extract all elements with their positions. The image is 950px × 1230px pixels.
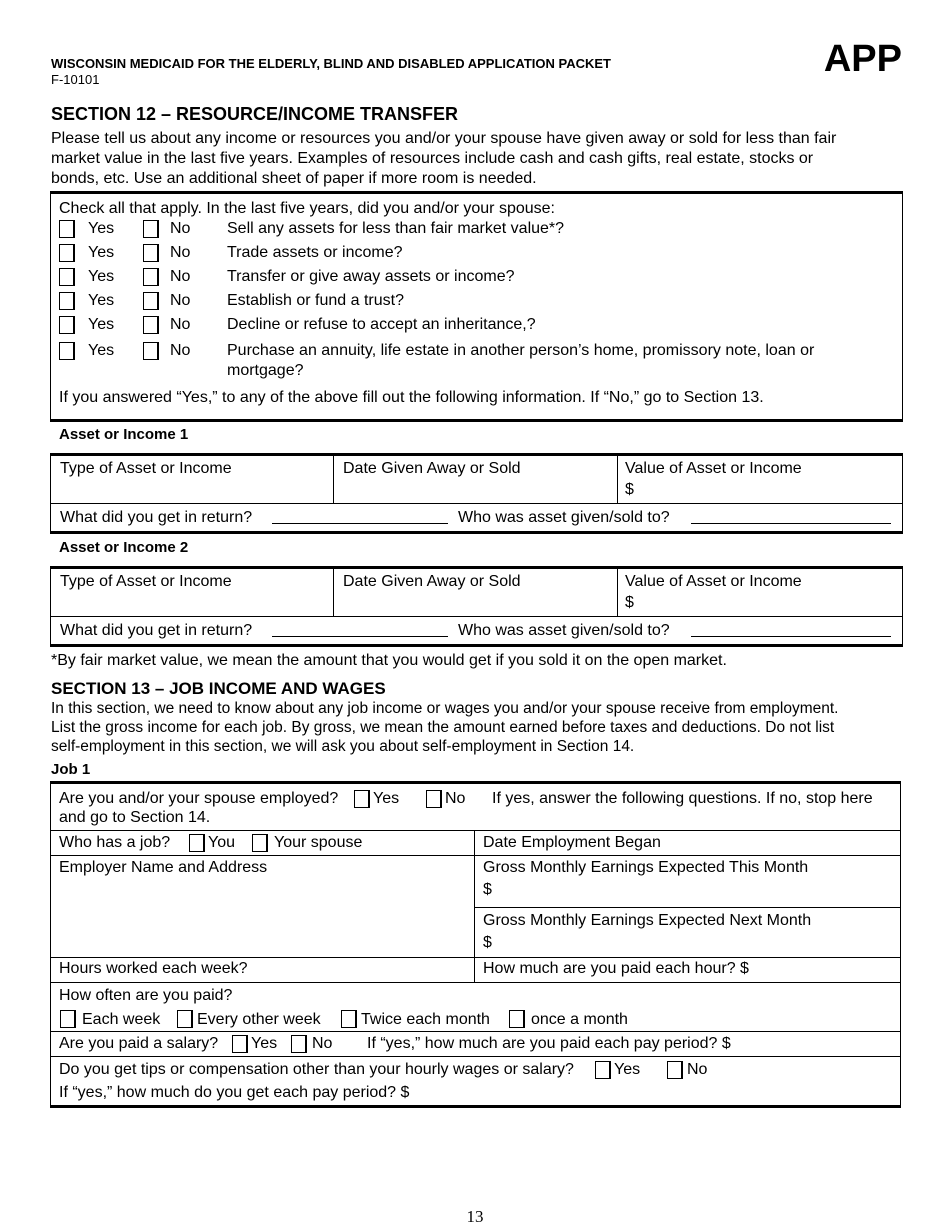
label: No [170,342,191,359]
footnote: *By fair market value, we mean the amount that you would get if you sold it on the open market. [51,652,727,669]
dollar: $ [625,594,634,611]
earnings-this-month-field[interactable]: Gross Monthly Earnings Expected This Month [483,859,809,876]
tips-question: Do you get tips or compensation other than your hourly wages or salary? [59,1061,574,1078]
employer-field[interactable]: Employer Name and Address [59,859,268,876]
freq-checkbox[interactable] [509,1010,525,1028]
return-input[interactable] [272,623,448,637]
date-given-field[interactable]: Date Given Away or Sold [343,573,521,590]
section-12-heading: SECTION 12 – RESOURCE/INCOME TRANSFER [51,104,459,124]
no-checkbox[interactable] [143,342,159,360]
yes-checkbox[interactable] [59,268,75,286]
given-to-label: Who was asset given/sold to? [458,509,670,526]
label: Yes [88,220,115,237]
freq-checkbox[interactable] [177,1010,193,1028]
employed-note: If yes, answer the following questions. If no, stop here [492,790,873,807]
label: No [170,292,191,309]
given-to-input[interactable] [691,623,891,637]
label: You [208,834,235,851]
dollar: $ [625,481,634,498]
intro-line: market value in the last five years. Examples of resources include cash and cash gifts, real estate, stocks or [51,150,814,167]
given-to-input[interactable] [691,510,891,524]
yes-checkbox[interactable] [59,244,75,262]
no-checkbox[interactable] [143,268,159,286]
label: Yes [614,1061,641,1078]
question-text: Transfer or give away assets or income? [227,268,515,285]
label: No [170,268,191,285]
label: No [170,220,191,237]
yes-checkbox[interactable] [59,292,75,310]
label: No [687,1061,708,1078]
question-text: Decline or refuse to accept an inheritance,? [227,316,536,333]
intro-line: Please tell us about any income or resources you and/or your spouse have given away or sold for less than fair [51,130,837,147]
no-checkbox[interactable] [143,292,159,310]
label: once a month [531,1011,628,1028]
label: No [170,316,191,333]
asset-value-field[interactable]: Value of Asset or Income [625,573,802,590]
employed-question: Are you and/or your spouse employed? [59,790,339,807]
spouse-checkbox[interactable] [252,834,268,852]
return-label: What did you get in return? [60,622,253,639]
label: Yes [88,292,115,309]
question-text: Establish or fund a trust? [227,292,404,309]
asset-label: Asset or Income 1 [59,426,189,443]
how-often-label: How often are you paid? [59,987,233,1004]
form-title: WISCONSIN MEDICAID FOR THE ELDERLY, BLIND AND DISABLED APPLICATION PACKET [51,56,611,71]
label: No [312,1035,333,1052]
question-text: Purchase an annuity, life estate in another person’s home, promissory note, loan or [227,342,815,359]
hourly-pay-field[interactable]: How much are you paid each hour? $ [483,960,749,977]
intro-line: bonds, etc. Use an additional sheet of paper if more room is needed. [51,170,537,187]
section-13-heading: SECTION 13 – JOB INCOME AND WAGES [51,679,386,698]
label: Yes [373,790,400,807]
salary-yes-checkbox[interactable] [232,1035,248,1053]
you-checkbox[interactable] [189,834,205,852]
asset-value-field[interactable]: Value of Asset or Income [625,460,802,477]
label: Each week [82,1011,161,1028]
salary-question: Are you paid a salary? [59,1035,219,1052]
label: Yes [88,342,115,359]
label: Yes [251,1035,278,1052]
job-label: Job 1 [51,761,91,778]
label: Twice each month [361,1011,490,1028]
who-question: Who has a job? [59,834,171,851]
tips-no-checkbox[interactable] [667,1061,683,1079]
date-began-field[interactable]: Date Employment Began [483,834,661,851]
salary-no-checkbox[interactable] [291,1035,307,1053]
form-id: F-10101 [51,72,100,87]
asset-type-field[interactable]: Type of Asset or Income [60,460,232,477]
yes-checkbox[interactable] [59,342,75,360]
dollar: $ [483,881,492,898]
salary-amount-field[interactable]: If “yes,” how much are you paid each pay period? $ [367,1035,731,1052]
given-to-label: Who was asset given/sold to? [458,622,670,639]
label: Yes [88,244,115,261]
instruction: If you answered “Yes,” to any of the above fill out the following information. If “No,” go to Section 13. [59,389,764,406]
tips-amount-field[interactable]: If “yes,” how much do you get each pay period? $ [59,1084,410,1101]
label: Yes [88,316,115,333]
label: No [445,790,466,807]
label: Your spouse [274,834,363,851]
no-checkbox[interactable] [143,316,159,334]
no-checkbox[interactable] [143,220,159,238]
freq-checkbox[interactable] [341,1010,357,1028]
question-text: Sell any assets for less than fair market value*? [227,220,565,237]
return-label: What did you get in return? [60,509,253,526]
earnings-next-month-field[interactable]: Gross Monthly Earnings Expected Next Month [483,912,812,929]
intro-line: In this section, we need to know about any job income or wages you and/or your spouse receive from employment. [51,700,839,717]
question-text: Trade assets or income? [227,244,403,261]
dollar: $ [483,934,492,951]
label: No [170,244,191,261]
app-badge: APP [823,38,902,80]
intro-line: self-employment in this section, we will ask you about self-employment in Section 14. [51,738,635,755]
employed-yes-checkbox[interactable] [354,790,370,808]
date-given-field[interactable]: Date Given Away or Sold [343,460,521,477]
freq-checkbox[interactable] [60,1010,76,1028]
label: Every other week [197,1011,321,1028]
tips-yes-checkbox[interactable] [595,1061,611,1079]
intro-line: List the gross income for each job. By gross, we mean the amount earned before taxes and deductions. Do not list [51,719,835,736]
asset-type-field[interactable]: Type of Asset or Income [60,573,232,590]
no-checkbox[interactable] [143,244,159,262]
yes-checkbox[interactable] [59,316,75,334]
hours-field[interactable]: Hours worked each week? [59,960,248,977]
employed-no-checkbox[interactable] [426,790,442,808]
yes-checkbox[interactable] [59,220,75,238]
return-input[interactable] [272,510,448,524]
question-text-cont: mortgage? [227,362,304,379]
page-number: 13 [466,1207,484,1226]
employed-note: and go to Section 14. [59,809,211,826]
asset-label: Asset or Income 2 [59,539,189,556]
check-intro: Check all that apply. In the last five years, did you and/or your spouse: [59,200,555,217]
label: Yes [88,268,115,285]
